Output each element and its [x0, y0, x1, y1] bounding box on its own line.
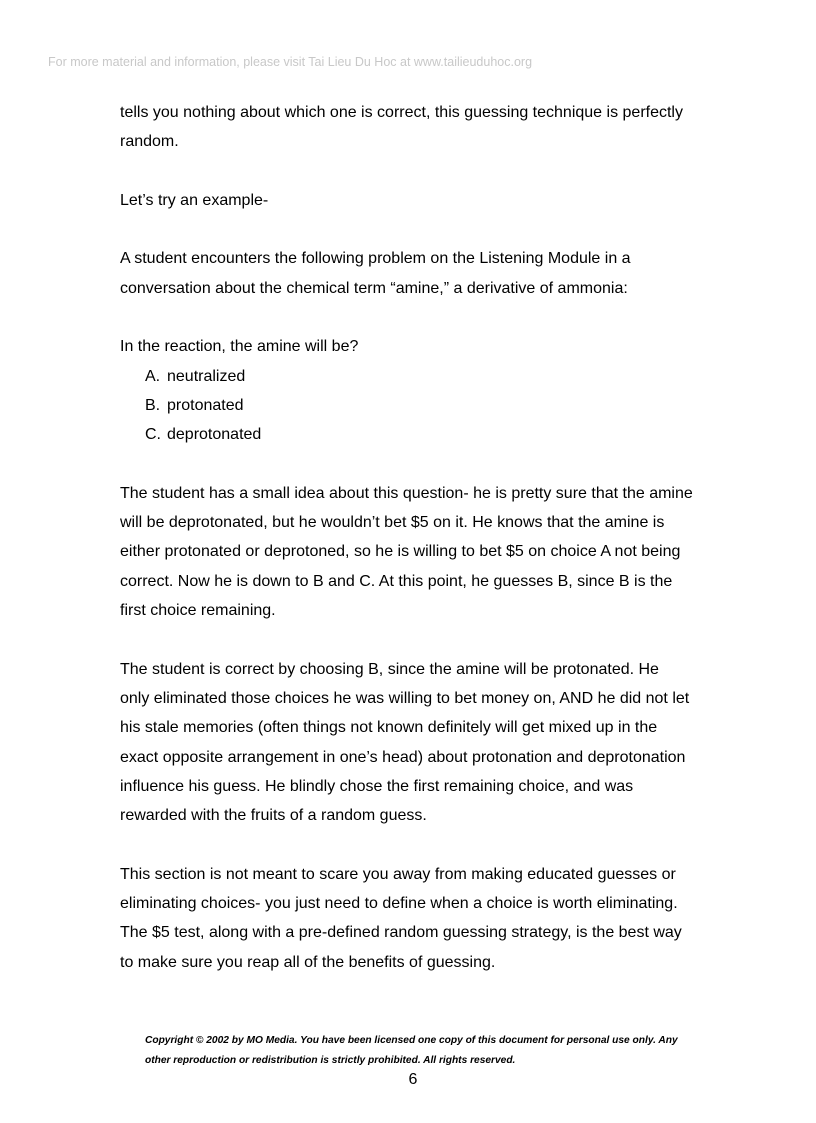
paragraph-line: to make sure you reap all of the benefits of guessing.: [120, 953, 496, 971]
answer-option-b: [145, 391, 720, 420]
question-text: In the reaction, the amine will be?: [120, 338, 359, 356]
paragraph-line: The student is correct by choosing B, since the amine will be protonated. He: [120, 660, 659, 678]
paragraph-line: conversation about the chemical term “amine,” a derivative of ammonia:: [120, 279, 628, 297]
paragraph-line: The $5 test, along with a pre-defined random guessing strategy, is the best way: [120, 924, 682, 942]
paragraph-line: correct. Now he is down to B and C. At this point, he guesses B, since B is the: [120, 572, 673, 590]
option-text: neutralized: [167, 367, 246, 385]
paragraph-line: either protonated or deprotoned, so he is willing to bet $5 on choice A not being: [120, 543, 681, 561]
option-text: deprotonated: [167, 426, 262, 444]
paragraph-line: The student has a small idea about this question- he is pretty sure that the amine: [120, 484, 693, 502]
copyright-footer: [145, 1031, 725, 1071]
option-letter: B.: [145, 396, 161, 414]
document-body: [120, 98, 720, 977]
paragraph-line: This section is not meant to scare you away from making educated guesses or: [120, 865, 676, 883]
paragraph-line: first choice remaining.: [120, 602, 276, 620]
option-text: protonated: [167, 396, 244, 414]
paragraph-line: exact opposite arrangement in one’s head) about protonation and deprotonation: [120, 748, 686, 766]
paragraph-line: will be deprotonated, but he wouldn’t bet $5 on it. He knows that the amine is: [120, 514, 665, 532]
paragraph-line: his stale memories (often things not known definitely will get mixed up in the: [120, 719, 658, 737]
answer-options-list: [120, 362, 720, 450]
answer-option-c: [145, 420, 720, 449]
paragraph-example-intro: Let’s try an example-: [120, 191, 269, 209]
page-number: 6: [408, 1071, 418, 1088]
paragraph-line: tells you nothing about which one is correct, this guessing technique is perfectly: [120, 104, 683, 121]
paragraph-line: eliminating choices- you just need to define when a choice is worth eliminating.: [120, 895, 678, 913]
paragraph-line: A student encounters the following problem on the Listening Module in a: [120, 250, 631, 268]
copyright-line: other reproduction or redistribution is strictly prohibited. All rights reserved.: [145, 1055, 516, 1066]
paragraph-line: influence his guess. He blindly chose the first remaining choice, and was: [120, 777, 634, 795]
option-letter: A.: [145, 367, 161, 385]
option-letter: C.: [145, 426, 161, 444]
paragraph-line: only eliminated those choices he was willing to bet money on, AND he did not let: [120, 689, 690, 707]
paragraph-line: random.: [120, 133, 179, 151]
answer-option-a: [145, 362, 720, 391]
copyright-line: Copyright © 2002 by MO Media. You have been licensed one copy of this document for personal use only. Any: [145, 1035, 678, 1046]
watermark-header: For more material and information, please visit Tai Lieu Du Hoc at www.tailieuduhoc.org: [48, 55, 533, 69]
paragraph-line: rewarded with the fruits of a random guess.: [120, 807, 427, 825]
